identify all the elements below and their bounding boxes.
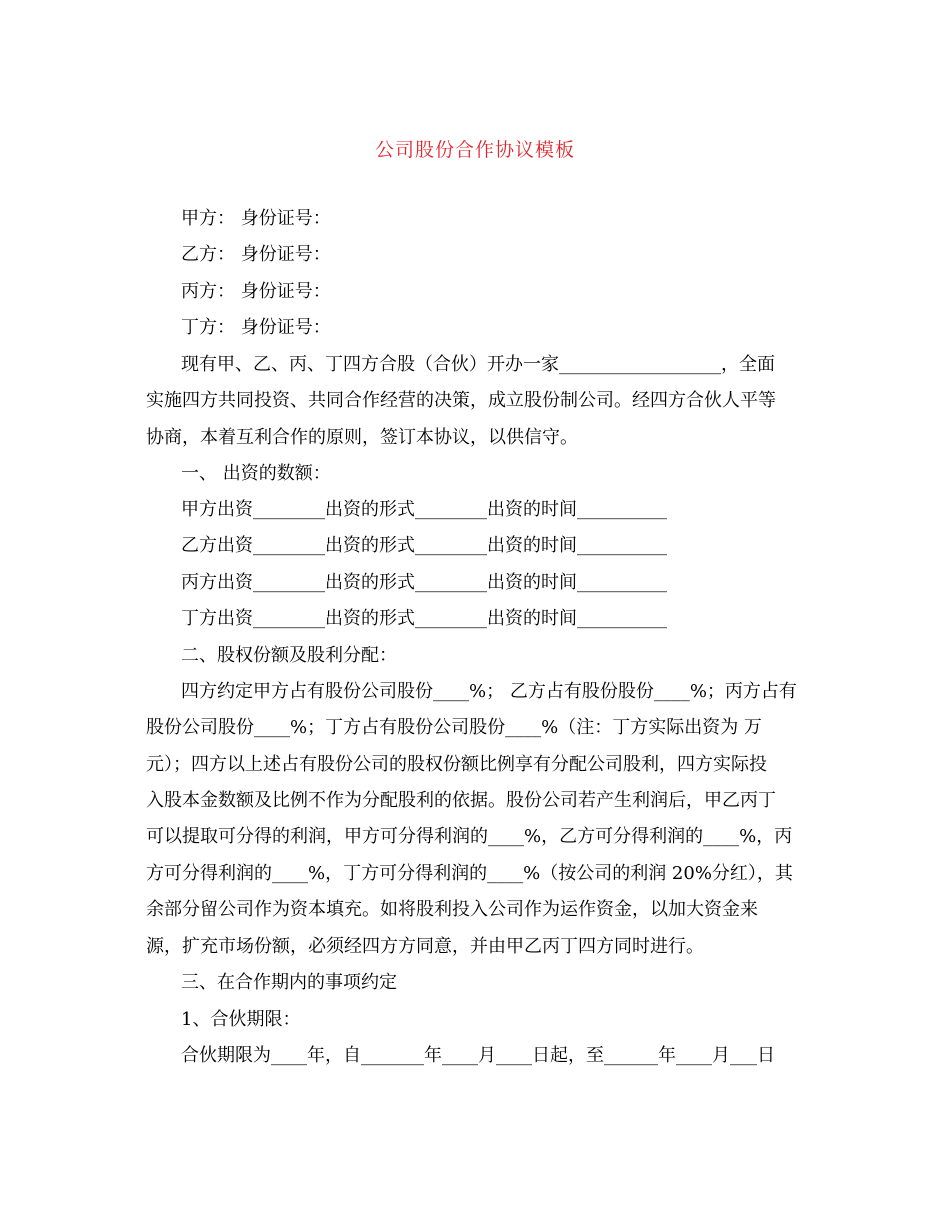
party-jia-line: 甲方： 身份证号： (181, 208, 331, 229)
investment-yi: 乙方出资________出资的形式________出资的时间__________ (181, 535, 667, 556)
section2-line-7: 余部分留公司作为资本填充。如将股利投入公司作为运作资金，以加大资金来 (146, 899, 758, 920)
section2-line-2: 股份公司股份____%；丁方占有股份公司股份____%（注：丁方实际出资为 万 (146, 717, 762, 738)
sub1-heading: 1、合伙期限： (181, 1009, 301, 1030)
section2-line-4: 入股本金数额及比例不作为分配股利的依据。股份公司若产生利润后，甲乙丙丁 (146, 790, 776, 811)
section2-line-1: 四方约定甲方占有股份公司股份____%； 乙方占有股份股份____%；丙方占有 (181, 681, 797, 702)
section2-line-6: 方可分得利润的____%，丁方可分得利润的____%（按公司的利润 20%分红），其 (146, 863, 793, 884)
investment-jia: 甲方出资________出资的形式________出资的时间__________ (181, 499, 667, 520)
section1-heading: 一、 出资的数额： (181, 463, 331, 484)
intro-line-2: 实施四方共同投资、共同合作经营的决策，成立股份制公司。经四方合伙人平等 (146, 390, 776, 411)
section2-line-8: 源，扩充市场份额，必须经四方方同意，并由甲乙丙丁四方同时进行。 (146, 936, 704, 957)
sub1-body: 合伙期限为____年，自_______年____月____日起，至______年____月___日 (181, 1045, 775, 1066)
investment-bing: 丙方出资________出资的形式________出资的时间__________ (181, 572, 667, 593)
party-yi-line: 乙方： 身份证号： (181, 244, 331, 265)
section2-line-5: 可以提取可分得的利润，甲方可分得利润的____%，乙方可分得利润的____%，丙 (146, 826, 793, 847)
intro-line-3: 协商，本着互利合作的原则，签订本协议，以供信守。 (146, 427, 578, 448)
document-title: 公司股份合作协议模板 (374, 139, 575, 161)
section3-heading: 三、在合作期内的事项约定 (181, 972, 397, 993)
party-bing-line: 丙方： 身份证号： (181, 281, 331, 302)
investment-ding: 丁方出资________出资的形式________出资的时间__________ (181, 608, 667, 629)
section2-line-3: 元）；四方以上述占有股份公司的股权份额比例享有分配公司股利，四方实际投 (146, 754, 767, 775)
section2-heading: 二、股权份额及股利分配： (181, 645, 397, 666)
intro-line-1: 现有甲、乙、丙、丁四方合股（合伙）开办一家__________________，全面 (181, 354, 775, 375)
party-ding-line: 丁方： 身份证号： (181, 317, 331, 338)
